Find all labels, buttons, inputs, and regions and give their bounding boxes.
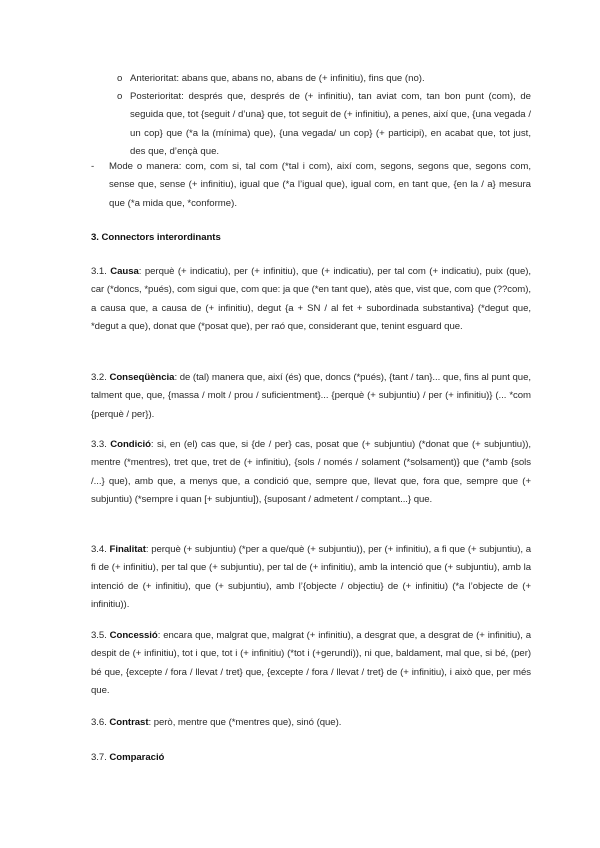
paragraph-finalitat <box>91 541 531 615</box>
item-number: 3.6. <box>91 717 110 728</box>
paragraph-causa <box>91 263 531 337</box>
circle-bullet: o <box>117 73 123 84</box>
section-heading: 3. Connectors interordinants <box>91 232 221 243</box>
item-number: 3.1. <box>91 266 111 277</box>
item-term: Conseqüència <box>109 372 175 383</box>
list-item-posterioritat <box>117 88 531 162</box>
item-body: : si, en (el) cas que, si {de / per} cas, posat que (+ subjuntiu) (*donat que (+ subjuntiu)), mentre (*mentres), tret que, tret de (+ infinitiu), {sols / només / solament (*solsament)} que (*amb {sols /...} que), amb que, a menys que, a condició que, sempre que, llevat que, fora que, sempre que (+ subjuntiu) (*sempre i quan [+ subjuntiu]), {suposant / admetent / comptant...} que. <box>91 439 532 506</box>
item-number: 3.3. <box>91 439 111 450</box>
mode-text: Mode o manera: com, com si, tal com (*tal i com), així com, segons, segons que, segons com, sense que, sense (+ infinitiu), igual que (*a l’igual que), igual com, en tant que, {en la / a} mesura que (*a mida que, *conforme). <box>109 161 531 209</box>
item-body: : encara que, malgrat que, malgrat (+ infinitiu), a desgrat que, a desgrat de (+ infinitiu), a despit de (+ infinitiu), tot i que, tot i (+ infinitiu) (*tot i (+gerundi)), ni que, baldament, mal que, si bé, (per) bé que, {excepte / fora / llevat / tret} que, {excepte / fora / llevat / tret} de (+ infinitiu), i això que, per més que. <box>91 630 532 697</box>
item-body: : perquè (+ indicatiu), per (+ infinitiu), que (+ indicatiu), per tal com (+ indicatiu), puix (que), car (*doncs, *pués), com sigui que, com que: ja que (*en tant que), atès que, vist que, com que (??com), a causa que, a causa de (+ infinitiu), degut {a + SN / al fet + subordinada substantiva} (*degut que, *degut a que), donat que (*posat que), per raó que, considerant que, tenint esguard que. <box>91 266 531 333</box>
paragraph-comparacio <box>91 749 531 767</box>
item-term: Causa <box>110 266 139 277</box>
item-body: : perquè (+ subjuntiu) (*per a que/què (+ subjuntiu)), per (+ infinitiu), a fi que (+ subjuntiu), a fi de (+ infinitiu), per tal que (+ subjuntiu), per tal de (+ infinitiu), amb la intenció que (+ subjuntiu), amb la intenció de (+ infinitiu), que (+ subjuntiu), amb l’{objecte / objectiu} de (+ infinitiu) (*a l’objecte de (+ infinitiu)). <box>91 544 531 611</box>
item-term: Condició <box>110 439 151 450</box>
paragraph-condicio <box>91 436 531 510</box>
item-number: 3.5. <box>91 630 110 641</box>
paragraph-consequencia <box>91 369 531 424</box>
item-body: : però, mentre que (*mentres que), sinó (que). <box>148 717 342 728</box>
item-number: 3.4. <box>91 544 110 555</box>
paragraph-contrast <box>91 714 531 732</box>
item-body: : de (tal) manera que, així (és) que, doncs (*pués), {tant / tan}... que, fins al punt que, talment que, que, {massa / molt / prou / suficientment}... {perquè (+ subjuntiu) / per (+ infinitiu)} (... *com {perquè / per}). <box>91 372 531 420</box>
item-term: Concessió <box>109 630 158 641</box>
item-number: 3.2. <box>91 372 110 383</box>
item-term: Contrast <box>109 717 149 728</box>
item-term: Finalitat <box>109 544 146 555</box>
list-item-anterioritat <box>117 70 531 88</box>
anterioritat-text: Anterioritat: abans que, abans no, abans de (+ infinitiu), fins que (no). <box>130 73 425 84</box>
item-term: Comparació <box>109 752 165 763</box>
list-item-mode <box>91 158 531 213</box>
circle-bullet: o <box>117 91 123 102</box>
posterioritat-text: Posterioritat: després que, després de (+ infinitiu), tan aviat com, tan bon punt (com), de seguida que, tot {seguit / d’una} que, tot seguit de (+ infinitiu), a penes, així que, {una vegada / un cop} que (*a la (mínima) que), {una vegada/ un cop} (+ participi), en acabat que, tot just, des que, d’ençà que. <box>130 91 531 158</box>
paragraph-concessio <box>91 627 531 701</box>
dash-bullet: - <box>91 161 95 172</box>
item-number: 3.7. <box>91 752 110 763</box>
